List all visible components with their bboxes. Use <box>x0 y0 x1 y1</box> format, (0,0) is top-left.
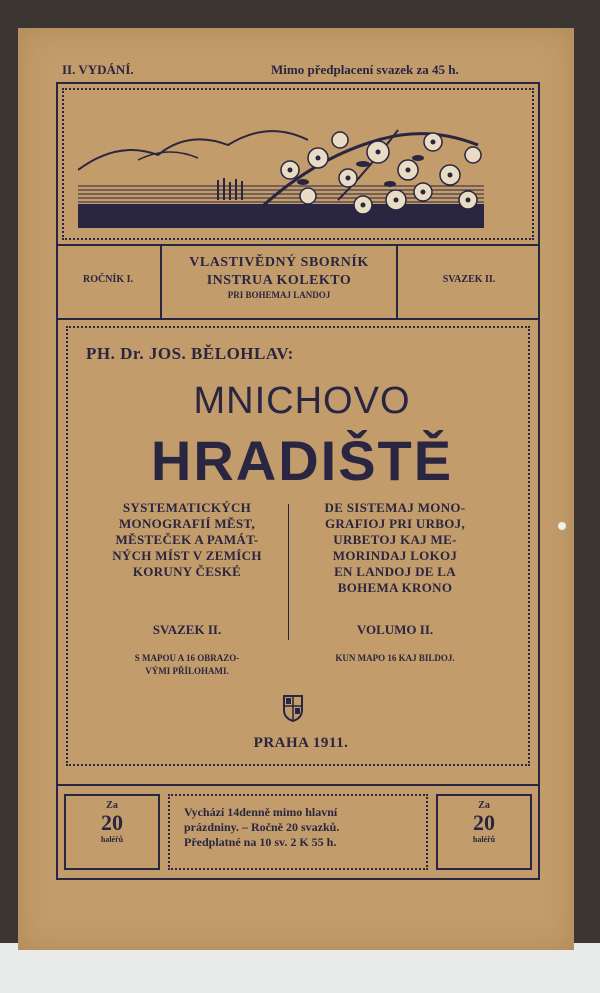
esperanto-line: EN LANDOJ DE LA <box>334 564 456 579</box>
price-prefix: Za <box>106 800 118 811</box>
year-cell <box>56 246 162 318</box>
footer-row <box>56 784 540 880</box>
price-box-left <box>64 794 160 870</box>
czech-description <box>92 500 282 580</box>
maps-line: S MAPOU A 16 OBRAZO- <box>134 653 240 663</box>
volume-cell <box>398 246 540 318</box>
maps-line: KUN MAPO 16 KAJ BILDOJ. <box>335 653 455 663</box>
czech-line: SYSTEMATICKÝCH <box>122 500 252 515</box>
info-line: Předplatné na 10 sv. 2 K 55 h. <box>184 835 337 849</box>
maps-note-esperanto <box>300 652 490 665</box>
publication-info <box>168 794 428 870</box>
author-name: PH. Dr. JOS. BĚLOHLAV: <box>86 344 294 363</box>
volume-label: SVAZEK II. <box>442 274 496 285</box>
price-unit: haléřů <box>472 835 496 844</box>
price-unit: haléřů <box>100 835 124 844</box>
landscape-flowers-illustration <box>78 100 484 228</box>
series-title-cell <box>162 246 398 318</box>
czech-line: KORUNY ČESKÉ <box>132 564 242 579</box>
title-line-2: HRADIŠTĚ <box>150 429 454 492</box>
esperanto-line: URBETOJ KAJ ME- <box>333 532 457 547</box>
series-header-row <box>56 244 540 320</box>
esperanto-line: BOHEMA KRONO <box>337 580 453 595</box>
czech-line: NÝCH MÍST V ZEMÍCH <box>112 548 262 563</box>
esperanto-line: GRAFIOJ PRI URBOJ, <box>324 516 466 531</box>
czech-line: MONOGRAFIÍ MĚST, <box>118 516 255 531</box>
volume-esperanto: VOLUMO II. <box>356 622 434 637</box>
edition-label: II. VYDÁNÍ. <box>62 62 134 77</box>
series-title-esperanto: INSTRUA KOLEKTO <box>206 273 352 288</box>
price-amount: 20 <box>473 810 495 835</box>
crest-icon <box>282 694 304 722</box>
info-line: prázdniny. – Ročně 20 svazků. <box>184 820 340 834</box>
place-and-year: PRAHA 1911. <box>253 735 349 751</box>
price-box-right <box>436 794 532 870</box>
price-amount: 20 <box>101 810 123 835</box>
volume-czech: SVAZEK II. <box>152 622 222 637</box>
info-line: Vychází 14denně mimo hlavní <box>184 805 338 819</box>
price-note: Mimo předplacení svazek za 45 h. <box>271 62 459 77</box>
esperanto-description <box>300 500 490 596</box>
esperanto-line: MORINDAJ LOKOJ <box>332 548 458 563</box>
title-line-1: MNICHOVO <box>193 380 411 422</box>
maps-line: VÝMI PŘÍLOHAMI. <box>145 666 229 676</box>
czech-line: MĚSTEČEK A PAMÁT- <box>115 532 259 547</box>
series-title-czech: VLASTIVĚDNÝ SBORNÍK <box>189 255 369 270</box>
column-divider <box>288 504 289 640</box>
book-cover <box>18 28 574 950</box>
price-prefix: Za <box>478 800 490 811</box>
maps-note-czech <box>92 652 282 678</box>
background-strip <box>0 943 600 993</box>
paper-spot <box>558 522 566 530</box>
esperanto-line: DE SISTEMAJ MONO- <box>324 500 466 515</box>
series-subtitle: PRI BOHEMAJ LANDOJ <box>227 290 331 300</box>
year-label: ROČNÍK I. <box>82 274 133 285</box>
